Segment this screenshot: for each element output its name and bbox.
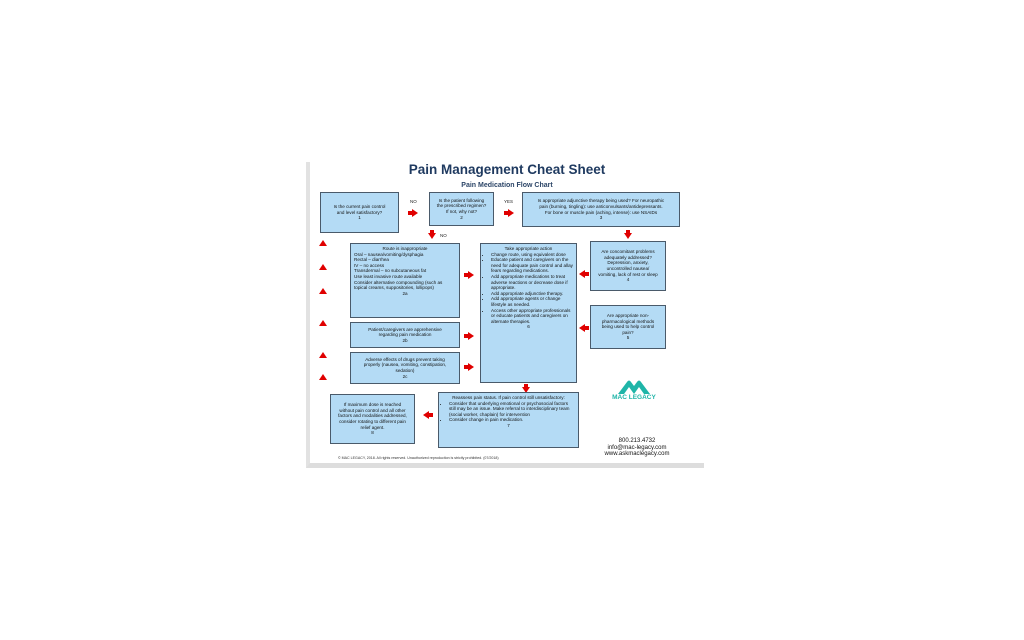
- action-list: [484, 252, 573, 325]
- box-text: Is the patient following: [438, 197, 485, 203]
- arrow-up-icon: [319, 320, 327, 326]
- box-number: 1: [358, 215, 361, 221]
- box-text: the prescribed regimen?: [436, 203, 487, 209]
- box-number: 6: [527, 324, 530, 330]
- box-number: 2b: [402, 337, 408, 343]
- box-text: properly (nausea, vomiting, constipation,: [363, 362, 447, 368]
- box-text: being used to help control: [601, 324, 655, 330]
- box-text: consider rotating to different pain: [339, 419, 406, 424]
- box-5-non-pharmacological: [590, 305, 666, 349]
- arrow-stem: [464, 365, 469, 369]
- box-text: pain (burning, tingling): use anticonvulsants/antidepressants.: [539, 203, 663, 209]
- box-text: Consider alternative compounding (such as topical creams, suppositories, lollipops): [354, 279, 443, 291]
- box-text: For bone or muscle pain (aching, intense): use NSAIDs: [544, 209, 658, 215]
- box-number: 2c: [402, 373, 408, 379]
- label-no: NO: [410, 199, 417, 204]
- label-yes: YES: [504, 199, 514, 204]
- box-3-adjunctive-therapy: [522, 192, 680, 227]
- box-number: 2: [460, 214, 463, 220]
- list-item: • Add appropriate agents or change lifestyle as needed.: [491, 296, 573, 307]
- box-8-rotate-agent: [330, 394, 415, 444]
- box-text: vomiting, lack of rest or sleep: [598, 271, 658, 277]
- box-text: If maximum dose is reached: [343, 402, 402, 408]
- box-text: factors and modalities addressed,: [338, 413, 407, 419]
- arrow-stem: [584, 326, 589, 330]
- arrow-stem: [504, 211, 509, 215]
- contact-info: [592, 438, 682, 458]
- box-text: and level satisfactory?: [336, 209, 383, 215]
- box-number: 5: [626, 335, 630, 341]
- box-heading: Reassess pain status. If pain control still unsatisfactory:: [452, 395, 565, 400]
- list-item: • Educate patient and caregivers on the need for adequate pain control and allay fears regarding medications.: [491, 257, 573, 274]
- box-text: sedation): [395, 368, 415, 373]
- arrow-up-icon: [319, 264, 327, 270]
- copyright-footer: © MAC LEGACY, 2018. All rights reserved. Unauthorized reproduction is strictly prohibited. (07/2018): [338, 456, 499, 460]
- box-text: Transdermal – no subcutaneous fat: [354, 268, 427, 274]
- box-heading: Take appropriate action: [504, 246, 553, 251]
- box-number: 8: [371, 430, 374, 436]
- box-text: adequately addressed?: [604, 254, 652, 260]
- box-text: Patient/caregivers are apprehensive: [368, 326, 442, 332]
- arrow-up-icon: [319, 240, 327, 246]
- box-text: Oral – nausea/vomiting/dysphagia: [354, 251, 424, 257]
- box-number: 3: [599, 215, 603, 221]
- box-heading: Route is inappropriate: [382, 246, 428, 251]
- box-text: without pain control and all other: [339, 407, 406, 413]
- box-text: Rectal – diarrhea: [354, 257, 389, 263]
- box-number: 4: [626, 277, 630, 283]
- box-text: pharmacological methods: [601, 318, 655, 324]
- box-7-reassess: [438, 392, 579, 448]
- email-address: info@mac-legacy.com: [607, 444, 667, 451]
- chart-subtitle: Pain Medication Flow Chart: [461, 182, 553, 189]
- reassess-list: [442, 401, 575, 423]
- arrow-stem: [408, 211, 413, 215]
- box-text: relief agent.: [360, 424, 385, 430]
- arrow-up-icon: [319, 352, 327, 358]
- list-item: • Consider that underlying emotional or psychosocial factors still may be an issue. Make referral to interdisciplinary team (social worker, chaplain) for intervention: [449, 401, 575, 418]
- box-text: IV – no access: [354, 262, 385, 268]
- box-text: pain?: [622, 329, 634, 335]
- phone-number: 800.213.4732: [618, 438, 656, 444]
- list-item: • Add appropriate medications to treat adverse reactions or decrease dose if appropriate.: [491, 274, 573, 291]
- box-2b-apprehensive: [350, 322, 460, 348]
- arrow-stem: [584, 272, 589, 276]
- box-text: uncontrolled nausea/: [606, 266, 650, 271]
- box-1-pain-control-question: [320, 192, 399, 233]
- box-2-following-regimen: [429, 192, 494, 226]
- page-title: Pain Management Cheat Sheet: [408, 162, 606, 177]
- label-no: NO: [440, 233, 447, 238]
- arrow-stem: [464, 334, 469, 338]
- box-text: regarding pain medication: [378, 332, 432, 338]
- box-number: 7: [507, 422, 510, 428]
- list-item: • Add appropriate adjunctive therapy.: [491, 291, 573, 297]
- box-text: Are appropriate non-: [606, 313, 650, 319]
- box-text: Use least invasive route available: [354, 273, 423, 279]
- arrow-up-icon: [319, 288, 327, 294]
- arrow-stem: [464, 273, 469, 277]
- brand-name: MAC LEGACY: [612, 394, 656, 401]
- box-6-take-action: [480, 243, 577, 383]
- arrow-down-icon: [428, 233, 436, 239]
- box-text: Is the current pain control: [333, 204, 386, 210]
- box-2c-adverse-effects: [350, 352, 460, 384]
- box-text: Is appropriate adjunctive therapy being used? For neuropathic: [537, 198, 665, 204]
- list-item: • Access other appropriate professionals or educate patients and caregivers on alternate therapies.: [491, 308, 573, 325]
- arrow-up-icon: [319, 374, 327, 380]
- box-text: Adverse effects of drugs prevent taking: [365, 356, 445, 362]
- list-item: • Change route, using equivalent dose: [491, 252, 573, 258]
- arrow-stem: [428, 413, 433, 417]
- website-url: www.askmaclegacy.com: [604, 451, 670, 457]
- box-2a-route-inappropriate: [350, 243, 460, 318]
- list-item: • Consider change in pain medication.: [449, 417, 575, 423]
- box-text: Are concomitant problems: [601, 249, 655, 255]
- box-4-concomitant-problems: [590, 241, 666, 291]
- box-number: 2a: [402, 290, 408, 296]
- box-text: If not, why not?: [445, 209, 478, 214]
- box-text: Depression, anxiety,: [607, 260, 649, 266]
- cheat-sheet-page: [306, 162, 704, 468]
- arrow-down-icon: [624, 233, 632, 239]
